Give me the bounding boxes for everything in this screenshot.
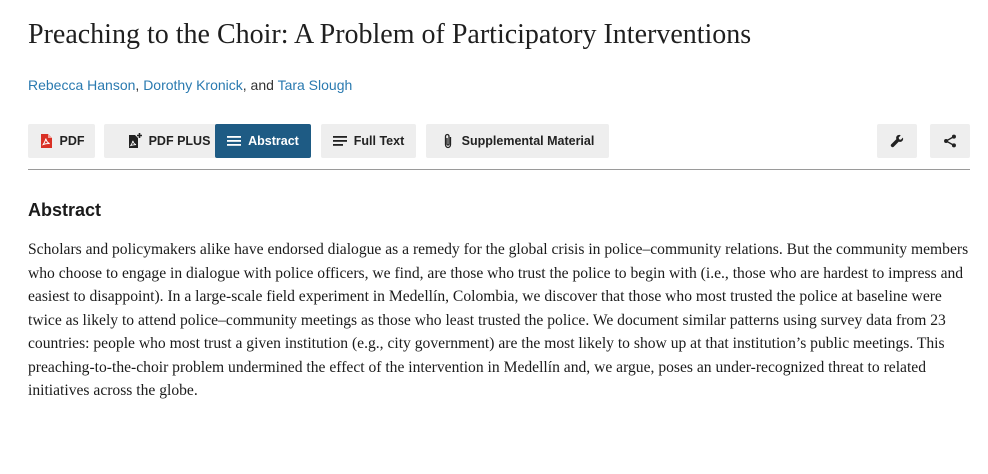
pdf-plus-button-label: PDF PLUS [148,134,211,148]
tools-button[interactable] [877,124,917,158]
abstract-heading: Abstract [28,200,102,220]
share-button[interactable] [930,124,970,158]
article-title: Preaching to the Choir: A Problem of Participatory Interventions [28,19,752,50]
section-divider [28,169,970,170]
tab-full-text[interactable] [321,124,416,158]
supplemental-material-label: Supplemental Material [461,134,595,148]
tab-abstract[interactable] [215,124,311,158]
wrench-icon [890,133,904,149]
pdf-button-label: PDF [59,134,85,148]
author-list [28,76,352,94]
author-separator: , and [242,77,278,93]
pdf-icon [39,133,53,149]
list-lines-icon [333,133,347,149]
tab-full-text-label: Full Text [353,134,405,148]
supplemental-material-button[interactable] [426,124,609,158]
pdf-plus-icon [128,133,142,149]
author-link[interactable]: Dorothy Kronick [143,77,243,93]
author-separator: , [135,77,144,93]
pdf-button[interactable] [28,124,95,158]
abstract-text: Scholars and policymakers alike have endorsed dialogue as a remedy for the global crisis in police–community relations. But the community members who choose to engage in dialogue with police officers, we find, are those who trust the police to begin with (i.e., those who are hardest to impress and easiest to disappoint). In a large-scale field experiment in Medellín, Colombia, we discover that those who most trusted the police at baseline were twice as likely to attend police–community meetings as those who least trusted the police. We document similar patterns using survey data from 23 countries: people who most trust a given institution (e.g., city government) are the most likely to show up at that institution’s public meetings. This preaching-to-the-choir problem undermined the effect of the intervention in Medellín and, we argue, poses an under-recognized threat to related initiatives across the globe. [28,241,969,399]
list-lines-icon [227,133,241,149]
paperclip-icon [441,133,455,149]
tab-abstract-label: Abstract [248,134,299,148]
author-link[interactable]: Tara Slough [277,77,353,93]
author-link[interactable]: Rebecca Hanson [28,77,136,93]
share-icon [943,133,957,149]
article-toolbar [28,124,970,158]
